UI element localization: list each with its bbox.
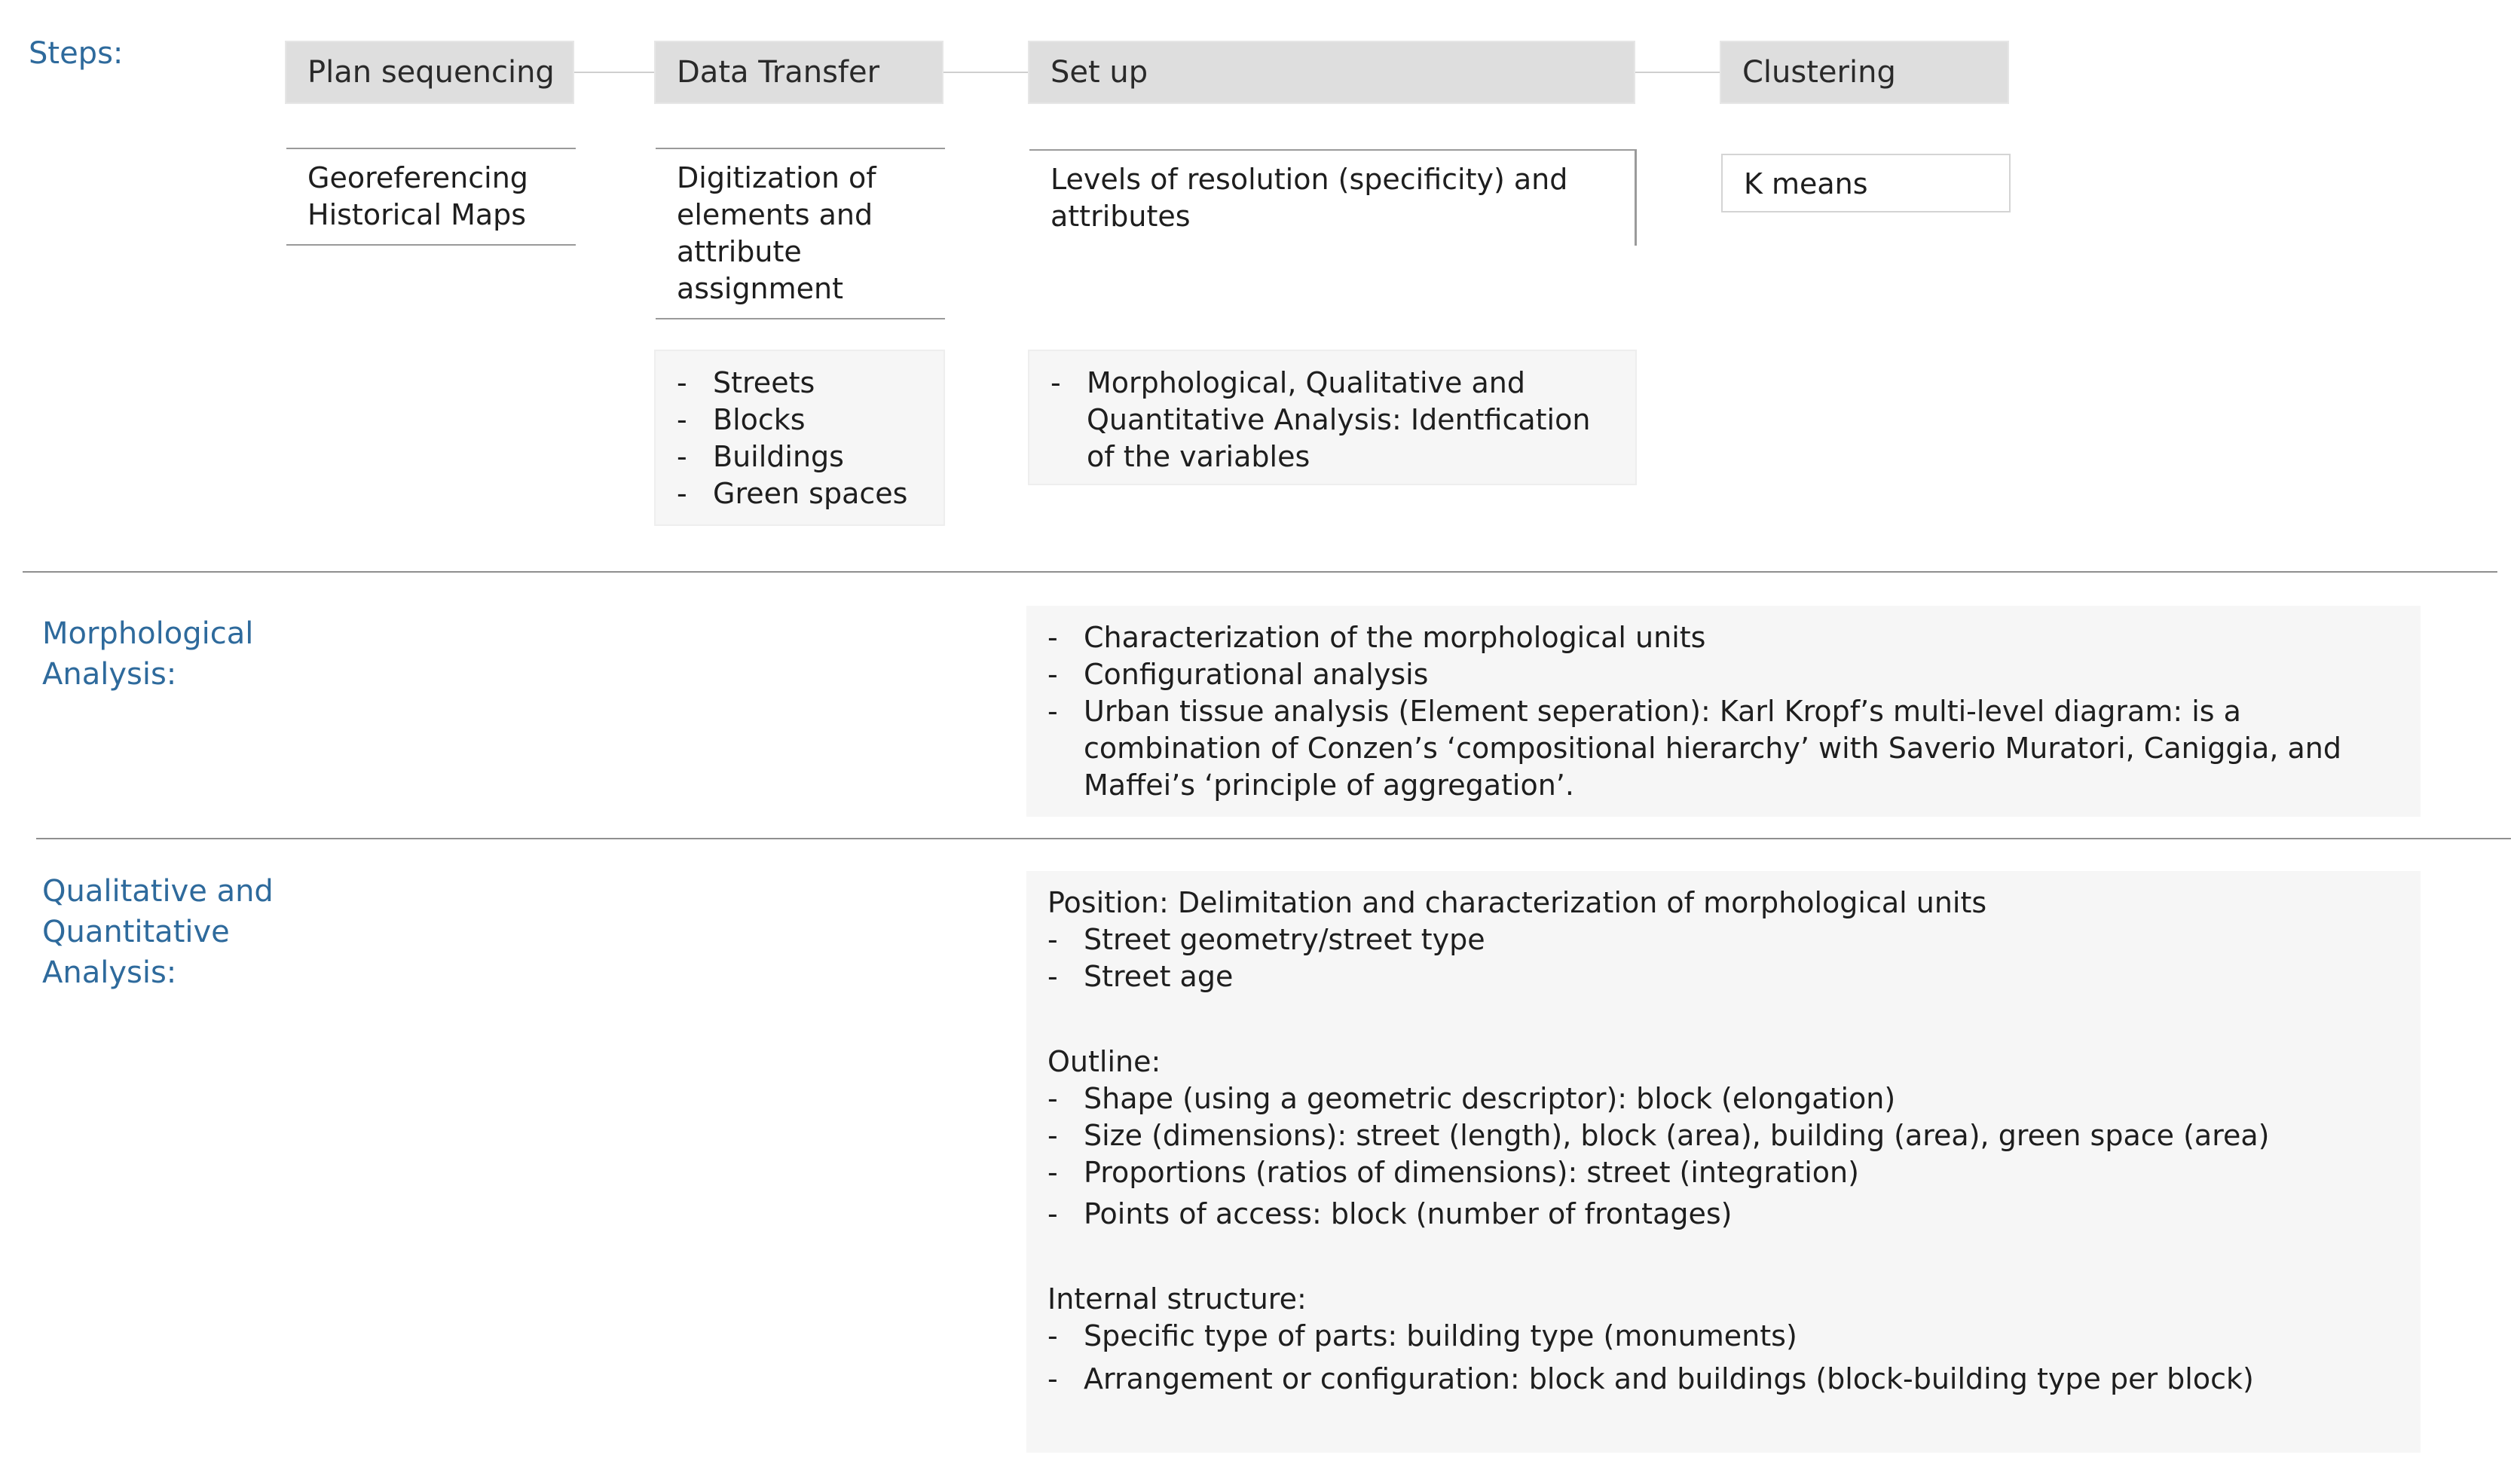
position-list (1047, 921, 2399, 995)
internal-structure-heading: Internal structure: (1047, 1282, 1307, 1316)
list-item: - Street age (1047, 958, 2399, 995)
list-item: - Streets (677, 365, 922, 402)
morphological-list (1047, 619, 2399, 804)
detail-text: K means (1744, 167, 1868, 200)
list-item: - Morphological, Qualitative and Quantitative Analysis: Identfication of the variables (1051, 365, 1614, 475)
label-line: Morphological (42, 616, 254, 651)
step-set-up: Set up (1028, 41, 1635, 104)
morphological-analysis-box (1026, 606, 2421, 817)
list-item: - Buildings (677, 439, 922, 475)
list-item: - Shape (using a geometric descriptor): block (elongation) (1047, 1080, 2399, 1117)
list-item: - Blocks (677, 402, 922, 439)
set-up-variables (1028, 350, 1637, 485)
morphological-analysis-label (42, 613, 253, 695)
steps-label: Steps: (29, 36, 124, 71)
spacer (1047, 995, 2399, 1044)
detail-text: Levels of resolution (specificity) and attributes (1051, 163, 1568, 233)
qualitative-quantitative-label (42, 871, 274, 993)
label-line: Qualitative and (42, 874, 274, 909)
label-line: Quantitative (42, 915, 230, 949)
step-plan-sequencing-detail (286, 148, 576, 246)
list-item: - Street geometry/street type (1047, 921, 2399, 958)
outline-list (1047, 1080, 2399, 1233)
step-plan-sequencing: Plan sequencing (285, 41, 574, 104)
variables-list (1051, 365, 1614, 475)
list-item: - Points of access: block (number of frontages) (1047, 1196, 2399, 1233)
label-line: Analysis: (42, 955, 177, 990)
outline-heading: Outline: (1047, 1045, 1161, 1078)
list-item: - Configurational analysis (1047, 656, 2399, 693)
step-set-up-detail (1029, 149, 1637, 246)
step-clustering-detail (1721, 154, 2011, 212)
spacer (1047, 1233, 2399, 1281)
elements-list (677, 365, 922, 512)
internal-structure-list (1047, 1318, 2399, 1398)
step-data-transfer-detail (656, 148, 945, 319)
detail-text: Digitization of elements and attribute assignment (677, 161, 876, 305)
section-divider (36, 838, 2511, 839)
list-item: - Proportions (ratios of dimensions): street (integration) (1047, 1154, 2399, 1191)
step-data-transfer: Data Transfer (654, 41, 943, 104)
list-item: - Arrangement or configuration: block and buildings (block-building type per block) (1047, 1361, 2399, 1398)
list-item: - Green spaces (677, 475, 922, 512)
connector (574, 72, 654, 73)
connector (1635, 72, 1720, 73)
data-transfer-elements (654, 350, 945, 526)
qualitative-quantitative-box (1026, 871, 2421, 1453)
list-item: - Size (dimensions): street (length), block (area), building (area), green space (area) (1047, 1117, 2399, 1154)
list-item: - Characterization of the morphological units (1047, 619, 2399, 656)
connector (943, 72, 1028, 73)
position-heading: Position: Delimitation and characterization of morphological units (1047, 886, 1987, 919)
label-line: Analysis: (42, 657, 177, 692)
detail-text: Georeferencing Historical Maps (307, 161, 528, 231)
section-divider (23, 571, 2497, 573)
step-clustering: Clustering (1720, 41, 2009, 104)
list-item: - Specific type of parts: building type (monuments) (1047, 1318, 2399, 1355)
list-item: - Urban tissue analysis (Element seperation): Karl Kropf’s multi-level diagram: is a combination of Conzen’s ‘compositional hierarchy’ with Saverio Muratori, Caniggia, and Maffei’s ‘principle of aggregation’. (1047, 693, 2399, 804)
